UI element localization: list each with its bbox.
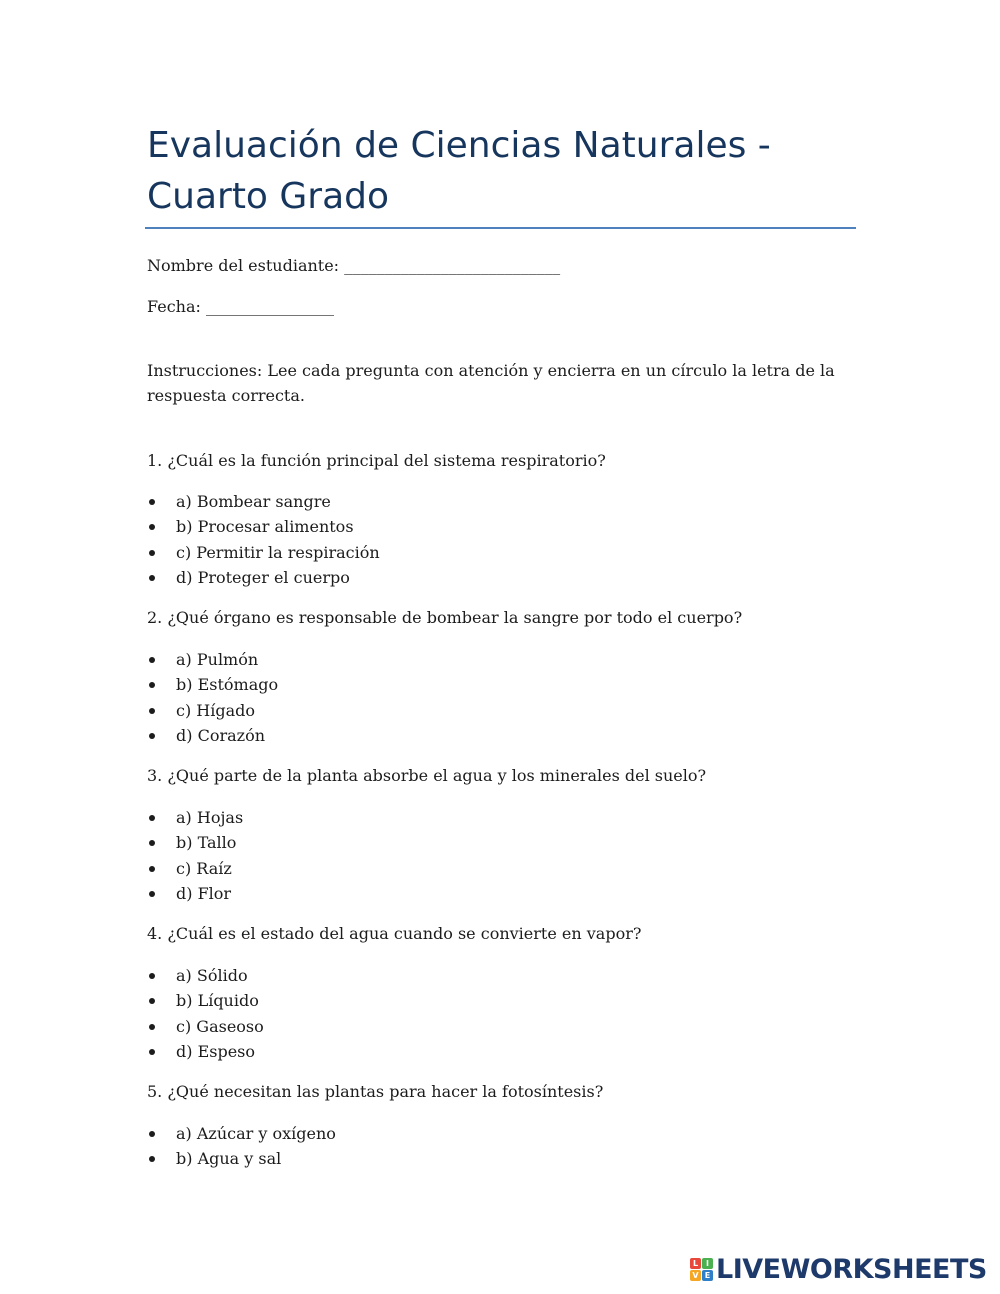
bullet-icon xyxy=(149,1024,155,1030)
option-label: b) Líquido xyxy=(176,991,259,1011)
option-label: a) Hojas xyxy=(176,808,244,827)
option-item[interactable] xyxy=(147,698,278,723)
option-label: c) Gaseoso xyxy=(176,1016,264,1036)
liveworksheets-logo[interactable] xyxy=(690,1252,987,1286)
option-item[interactable] xyxy=(147,1014,264,1039)
option-item[interactable] xyxy=(147,672,278,697)
option-label: c) Hígado xyxy=(176,700,256,720)
bullet-icon xyxy=(149,815,155,821)
option-label: b) Estómago xyxy=(176,675,279,695)
option-item[interactable] xyxy=(147,1039,264,1064)
option-label: d) Corazón xyxy=(176,725,265,745)
bullet-icon xyxy=(149,550,155,556)
option-item[interactable] xyxy=(147,514,380,539)
question-5: 5. ¿Qué necesitan las plantas para hacer la fotosíntesis? xyxy=(147,1082,604,1101)
page-title: Evaluación de Ciencias Naturales - Cuarto Grado xyxy=(147,125,771,217)
bullet-icon xyxy=(149,524,155,530)
question-3: 3. ¿Qué parte de la planta absorbe el agua y los minerales del suelo? xyxy=(147,766,707,785)
option-label: d) Espeso xyxy=(176,1041,256,1061)
option-label: b) Procesar alimentos xyxy=(176,517,354,537)
option-label: d) Flor xyxy=(176,883,232,903)
question-5-options xyxy=(147,1121,336,1172)
option-item[interactable] xyxy=(147,830,243,855)
logo-mark-cell: L xyxy=(690,1258,701,1269)
option-item[interactable] xyxy=(147,988,264,1013)
option-label: c) Raíz xyxy=(176,858,232,878)
option-item[interactable] xyxy=(147,1146,336,1171)
option-label: b) Agua y sal xyxy=(176,1149,282,1169)
option-label: a) Sólido xyxy=(176,966,248,985)
bullet-icon xyxy=(149,866,155,872)
bullet-icon xyxy=(149,840,155,846)
option-item[interactable] xyxy=(147,881,243,906)
bullet-icon xyxy=(149,682,155,688)
logo-mark-cell: V xyxy=(690,1270,701,1281)
option-item[interactable] xyxy=(147,565,380,590)
option-item[interactable] xyxy=(147,963,264,988)
option-item[interactable] xyxy=(147,723,278,748)
option-item[interactable] xyxy=(147,805,243,830)
bullet-icon xyxy=(149,1049,155,1055)
bullet-icon xyxy=(149,1156,155,1162)
bullet-icon xyxy=(149,973,155,979)
bullet-icon xyxy=(149,1131,155,1137)
instructions: Instrucciones: Lee cada pregunta con atención y encierra en un círculo la letra de la respuesta correcta. xyxy=(147,361,835,405)
question-1: 1. ¿Cuál es la función principal del sistema respiratorio? xyxy=(147,451,606,470)
question-2-options xyxy=(147,647,278,748)
logo-mark-cell: I xyxy=(702,1258,713,1269)
question-2: 2. ¿Qué órgano es responsable de bombear la sangre por todo el cuerpo? xyxy=(147,608,743,627)
title-underline xyxy=(145,227,856,229)
student-name-field: Nombre del estudiante: ___________________________ xyxy=(147,256,561,275)
option-label: b) Tallo xyxy=(176,833,237,853)
question-4-options xyxy=(147,963,264,1064)
bullet-icon xyxy=(149,499,155,505)
bullet-icon xyxy=(149,733,155,739)
question-4: 4. ¿Cuál es el estado del agua cuando se convierte en vapor? xyxy=(147,924,642,943)
bullet-icon xyxy=(149,998,155,1004)
option-label: a) Azúcar y oxígeno xyxy=(176,1124,336,1143)
option-item[interactable] xyxy=(147,856,243,881)
option-item[interactable] xyxy=(147,1121,336,1146)
option-label: a) Pulmón xyxy=(176,650,259,669)
bullet-icon xyxy=(149,708,155,714)
logo-text: LIVEWORKSHEETS xyxy=(716,1253,987,1285)
logo-mark-cell: E xyxy=(702,1270,713,1281)
liveworksheets-logo-icon xyxy=(690,1258,713,1281)
option-label: d) Proteger el cuerpo xyxy=(176,567,350,587)
bullet-icon xyxy=(149,575,155,581)
option-label: a) Bombear sangre xyxy=(176,492,331,511)
question-1-options xyxy=(147,489,380,590)
question-3-options xyxy=(147,805,243,906)
option-item[interactable] xyxy=(147,489,380,514)
bullet-icon xyxy=(149,891,155,897)
option-item[interactable] xyxy=(147,540,380,565)
date-field: Fecha: ________________ xyxy=(147,297,334,316)
bullet-icon xyxy=(149,657,155,663)
option-item[interactable] xyxy=(147,647,278,672)
option-label: c) Permitir la respiración xyxy=(176,542,380,562)
